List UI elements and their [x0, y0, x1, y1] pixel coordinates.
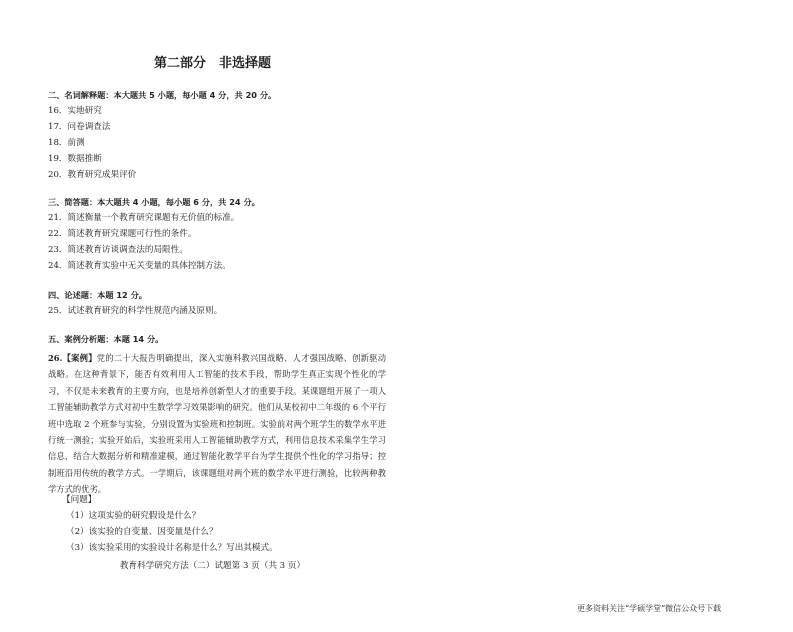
- question-25: 25．试述教育研究的科学性规范内涵及原则。: [48, 306, 223, 316]
- page-footer: 教育科学研究方法（二）试题第 3 页（共 3 页）: [119, 561, 306, 571]
- case-lead: 26.【案例】: [48, 353, 97, 363]
- question-20: 20．教育研究成果评价: [48, 170, 137, 180]
- question-23: 23．简述教育访谈调查法的局限性。: [48, 245, 188, 255]
- question-24: 24．简述教育实验中无关变量的具体控制方法。: [48, 261, 231, 271]
- section-3-heading: 三、简答题：本大题共 4 小题，每小题 6 分，共 24 分。: [48, 197, 260, 207]
- section-4-heading: 四、论述题：本题 12 分。: [48, 290, 147, 300]
- question-26-2: （2）该实验的自变量、因变量是什么？: [66, 527, 218, 537]
- case-text: 党的二十大报告明确提出，深入实施科教兴国战略、人才强国战略、创新驱动战略。在这种背景下，能否有效利用人工智能的技术手段，帮助学生真正实现个性化的学习，不仅是未来教育的主要方向，也是培养创新型人才的重要手段。某课题组开展了一项人工智能辅助教学方式对初中生数学学习效果影响的研究。他们从某校初中二年级的 6 个平行班中选取 2 个班参与实验，分别设置为实验班和控制班。实验前对两个班学生的数学水平进行统一测验；实验开始后，实验班采用人工智能辅助教学方式，利用信息技术采集学生学习信息，结合大数据分析和精准建模，通过智能化教学平台为学生提供个性化的学习指导；控制班沿用传统的教学方式。一学期后，该课题组对两个班的数学水平进行测验，比较两种教学方式的优劣。: [48, 353, 386, 495]
- question-26-3: （3）该实验采用的实验设计名称是什么？写出其模式。: [66, 543, 278, 553]
- case-paragraph: [48, 350, 386, 498]
- question-17: 17．问卷调查法: [48, 122, 111, 132]
- question-18: 18．前测: [48, 138, 85, 148]
- question-22: 22．简述教育研究课题可行性的条件。: [48, 229, 197, 239]
- question-label: 【问题】: [62, 495, 97, 505]
- page-title: 第二部分 非选择题: [153, 56, 271, 71]
- footer-note: 更多资料关注“学硕学堂”微信公众号下载: [577, 604, 722, 613]
- section-2-heading: 二、名词解释题：本大题共 5 小题，每小题 4 分，共 20 分。: [48, 90, 277, 100]
- question-26-1: （1）这项实验的研究假设是什么？: [66, 511, 201, 521]
- section-5-heading: 五、案例分析题：本题 14 分。: [48, 334, 164, 344]
- question-21: 21．简述衡量一个教育研究课题有无价值的标准。: [48, 213, 240, 223]
- question-19: 19．数据推断: [48, 154, 102, 164]
- question-16: 16．实地研究: [48, 106, 102, 116]
